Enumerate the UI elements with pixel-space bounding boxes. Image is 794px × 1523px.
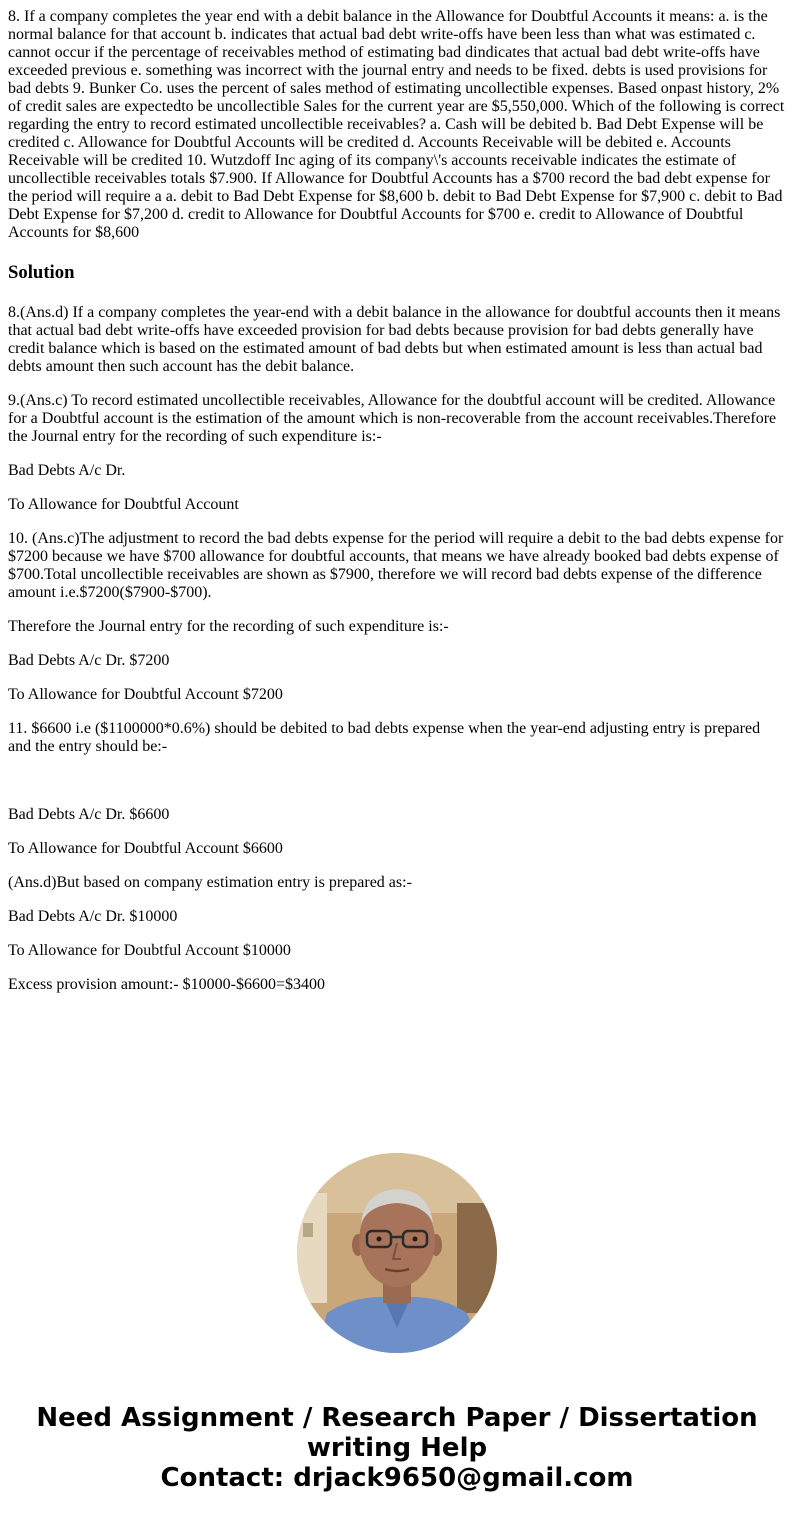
journal-entry-line: Bad Debts A/c Dr. $7200	[8, 652, 170, 669]
document-body	[8, 8, 786, 1010]
blank-line	[8, 772, 786, 790]
contact-footer	[0, 1403, 794, 1493]
person-photo-icon	[297, 1153, 497, 1353]
answer-paragraph: 10. (Ans.c)The adjustment to record the bad debts expense for the period will require a debit to the bad debts expense for $7200 because we have $700 allowance for doubtful accounts, that means we have already booked bad debts expense of $700.Total uncollectible receivables are shown as $7900, therefore we will record bad debts expense of the difference amount i.e.$7200($7900-$700).	[8, 530, 784, 601]
journal-entry-line: Bad Debts A/c Dr. $10000	[8, 908, 178, 925]
answer-paragraph: Excess provision amount:- $10000-$6600=$3400	[8, 976, 325, 993]
question-text: 8. If a company completes the year end with a debit balance in the Allowance for Doubtful Accounts it means: a. is the normal balance for that account b. indicates that actual bad debt write-offs have been less than what was estimated c. cannot occur if the percentage of receivables method of estimating bad dindicates that actual bad debt write-offs have exceeded previous e. something was incorrect with the journal entry and needs to be fixed. debts is used provisions for bad debts 9. Bunker Co. uses the percent of sales method of estimating uncollectible expenses. Based onpast history, 2% of credit sales are expectedto be uncollectible Sales for the current year are $5,550,000. Which of the following is correct regarding the entry to record estimated uncollectible receivables? a. Cash will be debited b. Bad Debt Expense will be credited c. Allowance for Doubtful Accounts will be credited d. Accounts Receivable will be debited e. Accounts Receivable will be credited 10. Wutzdoff Inc aging of its company\'s accounts receivable indicates the estimate of uncollectible receivables totals $7.900. If Allowance for Doubtful Accounts has a $700 record the bad debt expense for the period will require a a. debit to Bad Debt Expense for $8,600 b. debit to Bad Debt Expense for $7,900 c. debit to Bad Debt Expense for $7,200 d. credit to Allowance for Doubtful Accounts for $700 e. credit to Allowance of Doubtful Accounts for $8,600	[8, 8, 785, 241]
solution-answers	[8, 304, 786, 994]
answer-paragraph: (Ans.d)But based on company estimation entry is prepared as:-	[8, 874, 412, 891]
answer-paragraph: 8.(Ans.d) If a company completes the year-end with a debit balance in the allowance for doubtful accounts then it means that actual bad debt write-offs have exceeded provision for bad debts because provision for bad debts generally have credit balance which is based on the estimated amount of bad debts but when estimated amount is less than actual bad debts amount then such account has the debit balance.	[8, 304, 781, 375]
solution-heading: Solution	[8, 262, 75, 283]
author-photo	[297, 1153, 497, 1353]
journal-entry-line: Bad Debts A/c Dr.	[8, 462, 126, 479]
journal-entry-line: To Allowance for Doubtful Account $6600	[8, 840, 283, 857]
footer-line: writing Help	[306, 1433, 488, 1463]
footer-line: Need Assignment / Research Paper / Dissertation	[36, 1403, 758, 1433]
journal-entry-line: To Allowance for Doubtful Account $10000	[8, 942, 291, 959]
answer-paragraph: 11. $6600 i.e ($1100000*0.6%) should be debited to bad debts expense when the year-end adjusting entry is prepared and the entry should be:-	[8, 720, 761, 755]
journal-entry-line: To Allowance for Doubtful Account	[8, 496, 239, 513]
answer-paragraph: 9.(Ans.c) To record estimated uncollectible receivables, Allowance for the doubtful account will be credited. Allowance for a Doubtful account is the estimation of the amount which is non-recoverable from the account receivables.Therefore the Journal entry for the recording of such expenditure is:-	[8, 392, 777, 445]
journal-entry-line: Bad Debts A/c Dr. $6600	[8, 806, 170, 823]
footer-contact-email: Contact: drjack9650@gmail.com	[160, 1463, 634, 1493]
answer-paragraph: Therefore the Journal entry for the recording of such expenditure is:-	[8, 618, 449, 635]
journal-entry-line: To Allowance for Doubtful Account $7200	[8, 686, 283, 703]
